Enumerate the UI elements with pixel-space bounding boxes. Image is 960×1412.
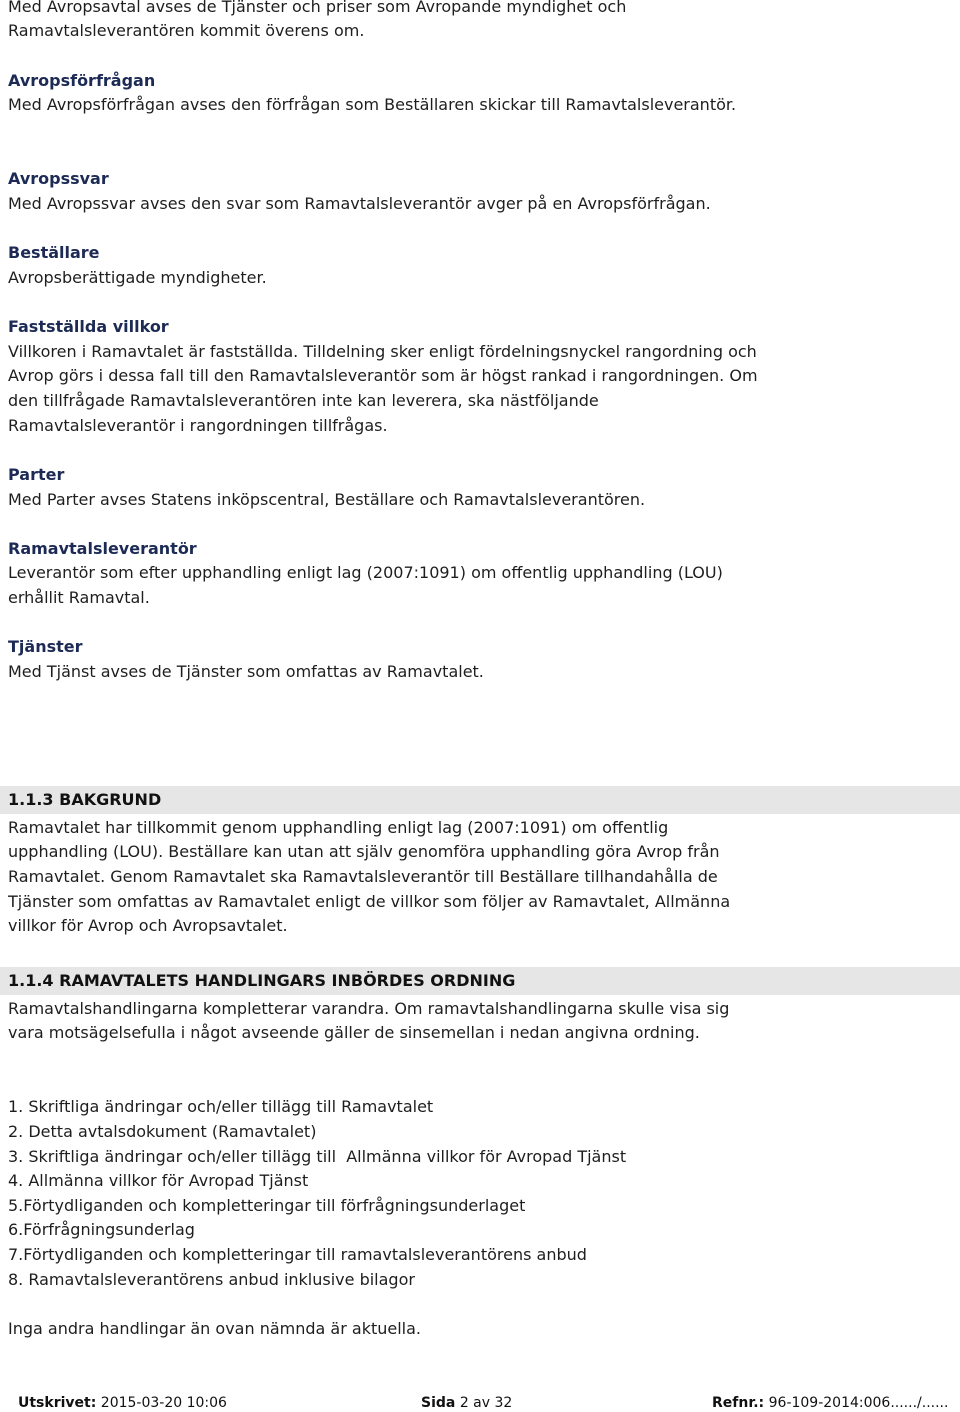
list-item: 3. Skriftliga ändringar och/eller tillägg till Allmänna villkor för Avropad Tjänst [8,1146,627,1166]
definition-term: Avropssvar [8,169,109,189]
list-item: 6.Förfrågningsunderlag [8,1220,195,1240]
definition-faststallda-villkor [8,315,960,438]
definition-term: Avropsförfrågan [8,70,156,90]
section-heading-band [0,786,960,814]
page-number [421,1392,512,1412]
intro-paragraph [8,0,960,44]
definitions-block [8,0,960,685]
definition-term: Ramavtalsleverantör [8,538,197,558]
section-ordning-body [8,997,960,1342]
list-item: 7.Förtydliganden och kompletteringar till ramavtalsleverantörens anbud [8,1245,587,1265]
printed-date [18,1392,227,1412]
section-text-line: Ramavtalshandlingarna kompletterar varandra. Om ramavtalshandlingarna skulle visa sig [8,998,730,1018]
printed-label: Utskrivet: [18,1395,97,1411]
reference-number [712,1392,948,1412]
definition-text-line: Med Tjänst avses de Tjänster som omfattas av Ramavtalet. [8,662,484,682]
definition-bestallare [8,241,960,290]
definition-text-line: Villkoren i Ramavtalet är fastställda. Tilldelning sker enligt fördelningsnyckel rangordning och [8,341,757,361]
definition-text-line: Avropsberättigade myndigheter. [8,267,267,287]
definition-avropsforfragan [8,69,960,118]
definition-term: Fastställda villkor [8,317,169,337]
page-value: 2 av 32 [459,1395,513,1411]
list-item: 2. Detta avtalsdokument (Ramavtalet) [8,1121,317,1141]
definition-text-line: den tillfrågade Ramavtalsleverantören inte kan leverera, ska nästföljande [8,390,599,410]
list-item: 4. Allmänna villkor för Avropad Tjänst [8,1171,309,1191]
document-order-list [8,1095,960,1292]
closing-sentence: Inga andra handlingar än ovan nämnda är aktuella. [8,1319,421,1339]
list-item: 5.Förtydliganden och kompletteringar till förfrågningsunderlaget [8,1195,526,1215]
printed-value: 2015-03-20 10:06 [100,1395,227,1411]
section-heading: 1.1.3 BAKGRUND [8,790,162,809]
section-text-line: Tjänster som omfattas av Ramavtalet enligt de villkor som följer av Ramavtalet, Allmänna [8,891,731,911]
definition-text-line: erhållit Ramavtal. [8,588,150,608]
list-item: 1. Skriftliga ändringar och/eller tillägg till Ramavtalet [8,1097,434,1117]
definition-term: Tjänster [8,637,83,657]
definition-text-line: Leverantör som efter upphandling enligt lag (2007:1091) om offentlig upphandling (LOU) [8,563,723,583]
section-text-line: vara motsägelsefulla i något avseende gäller de sinsemellan i nedan angivna ordning. [8,1023,700,1043]
definition-text-line: Med Avropsförfrågan avses den förfrågan som Beställaren skickar till Ramavtalsleverantör. [8,95,737,115]
definition-text-line: Avrop görs i dessa fall till den Ramavtalsleverantör som är högst rankad i rangordningen. Om [8,366,758,386]
list-item: 8. Ramavtalsleverantörens anbud inklusive bilagor [8,1269,415,1289]
section-text-line: Ramavtalet. Genom Ramavtalet ska Ramavtalsleverantör till Beställare tillhandahålla de [8,866,718,886]
definition-term: Parter [8,464,65,484]
page-label: Sida [421,1395,456,1411]
definition-tjanster [8,635,960,684]
definition-avropssvar [8,167,960,216]
definition-text-line: Ramavtalsleverantör i rangordningen tillfrågas. [8,415,388,435]
reference-value: 96-109-2014:006....../...... [768,1395,949,1411]
definition-parter [8,463,960,512]
intro-text-line: Med Avropsavtal avses de Tjänster och priser som Avropande myndighet och [8,0,627,16]
definition-ramavtalsleverantor [8,537,960,611]
definition-term: Beställare [8,243,100,263]
page-footer [0,1392,960,1412]
section-heading: 1.1.4 RAMAVTALETS HANDLINGARS INBÖRDES ORDNING [8,971,516,990]
intro-text-line: Ramavtalsleverantören kommit överens om. [8,21,365,41]
section-heading-band [0,967,960,995]
section-text-line: villkor för Avrop och Avropsavtalet. [8,916,288,936]
reference-label: Refnr.: [712,1395,765,1411]
section-text-line: upphandling (LOU). Beställare kan utan att själv genomföra upphandling göra Avrop från [8,842,720,862]
definition-text-line: Med Parter avses Statens inköpscentral, Beställare och Ramavtalsleverantören. [8,489,646,509]
section-bakgrund-body [8,816,960,939]
section-text-line: Ramavtalet har tillkommit genom upphandling enligt lag (2007:1091) om offentlig [8,817,669,837]
definition-text-line: Med Avropssvar avses den svar som Ramavtalsleverantör avger på en Avropsförfrågan. [8,193,711,213]
